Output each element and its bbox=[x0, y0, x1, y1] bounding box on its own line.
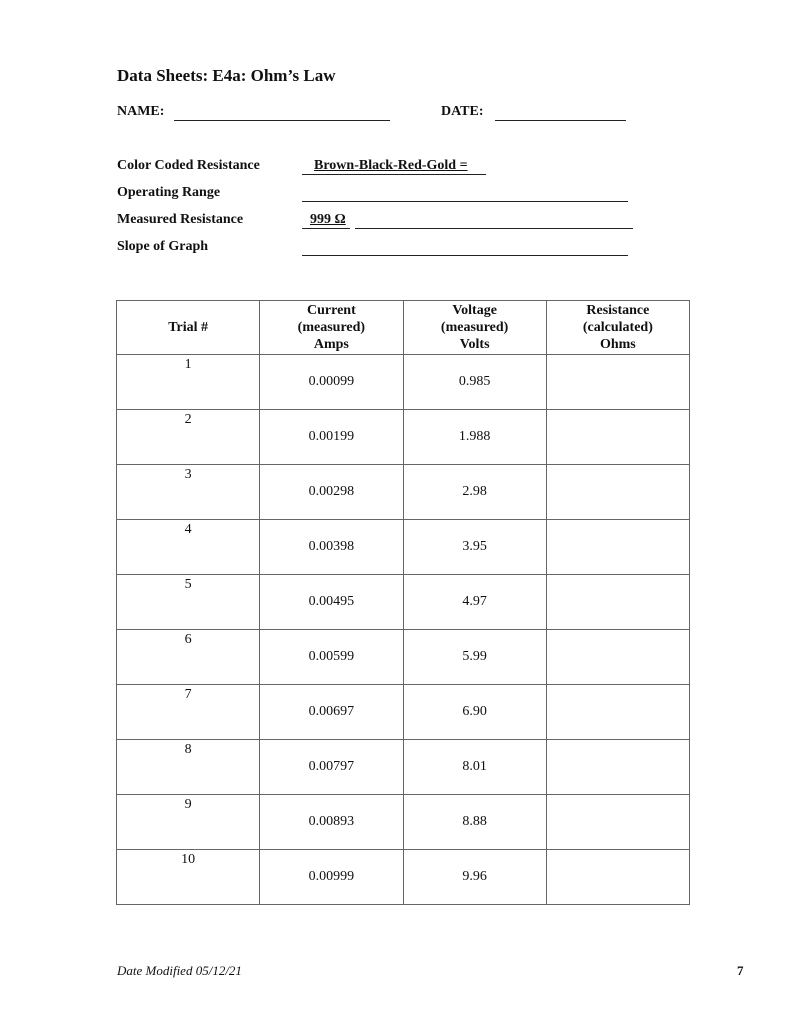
color-coded-resistance-label: Color Coded Resistance bbox=[117, 158, 260, 173]
slope-of-graph-label: Slope of Graph bbox=[117, 239, 209, 254]
measured-resistance-value: 999 Ω bbox=[310, 212, 346, 227]
table-row bbox=[117, 795, 690, 850]
resistance-cell[interactable] bbox=[546, 465, 689, 520]
resistance-header-line2: (calculated) bbox=[582, 320, 653, 335]
current-cell: 0.00495 bbox=[260, 575, 403, 630]
current-cell: 0.00398 bbox=[260, 520, 403, 575]
resistance-cell[interactable] bbox=[546, 850, 689, 905]
trial-cell: 6 bbox=[117, 630, 260, 685]
current-cell: 0.00298 bbox=[260, 465, 403, 520]
current-header bbox=[260, 301, 403, 355]
current-header-line1: Current bbox=[307, 303, 356, 318]
trial-cell: 5 bbox=[117, 575, 260, 630]
table-header-row bbox=[117, 301, 690, 355]
resistance-cell[interactable] bbox=[546, 740, 689, 795]
trial-cell: 7 bbox=[117, 685, 260, 740]
color-coded-resistance-line bbox=[302, 174, 486, 175]
table-row bbox=[117, 850, 690, 905]
voltage-cell: 9.96 bbox=[403, 850, 546, 905]
resistance-cell[interactable] bbox=[546, 575, 689, 630]
measured-resistance-line-b[interactable] bbox=[355, 228, 633, 229]
trial-cell: 4 bbox=[117, 520, 260, 575]
date-label: DATE: bbox=[441, 104, 484, 119]
table-row bbox=[117, 410, 690, 465]
resistance-header bbox=[546, 301, 689, 355]
table-row bbox=[117, 520, 690, 575]
resistance-cell[interactable] bbox=[546, 630, 689, 685]
page-number: 7 bbox=[737, 963, 744, 978]
current-cell: 0.00893 bbox=[260, 795, 403, 850]
trial-cell: 10 bbox=[117, 850, 260, 905]
voltage-cell: 3.95 bbox=[403, 520, 546, 575]
resistance-cell[interactable] bbox=[546, 795, 689, 850]
table-row bbox=[117, 685, 690, 740]
resistance-header-line1: Resistance bbox=[586, 303, 650, 318]
table-row bbox=[117, 740, 690, 795]
voltage-cell: 6.90 bbox=[403, 685, 546, 740]
operating-range-line[interactable] bbox=[302, 201, 628, 202]
trial-cell: 8 bbox=[117, 740, 260, 795]
table-row bbox=[117, 575, 690, 630]
table-row bbox=[117, 465, 690, 520]
voltage-header-line2: (measured) bbox=[440, 320, 509, 335]
voltage-header-line3: Volts bbox=[459, 337, 490, 352]
current-cell: 0.00797 bbox=[260, 740, 403, 795]
table-row bbox=[117, 355, 690, 410]
trial-cell: 9 bbox=[117, 795, 260, 850]
table-row bbox=[117, 630, 690, 685]
name-label: NAME: bbox=[117, 104, 165, 119]
current-header-line3: Amps bbox=[313, 337, 349, 352]
current-cell: 0.00999 bbox=[260, 850, 403, 905]
current-cell: 0.00099 bbox=[260, 355, 403, 410]
slope-of-graph-line[interactable] bbox=[302, 255, 628, 256]
resistance-cell[interactable] bbox=[546, 355, 689, 410]
measured-resistance-line-a bbox=[302, 228, 350, 229]
voltage-cell: 1.988 bbox=[403, 410, 546, 465]
resistance-cell[interactable] bbox=[546, 520, 689, 575]
voltage-cell: 8.01 bbox=[403, 740, 546, 795]
current-cell: 0.00599 bbox=[260, 630, 403, 685]
voltage-cell: 5.99 bbox=[403, 630, 546, 685]
trial-cell: 2 bbox=[117, 410, 260, 465]
date-field-line[interactable] bbox=[495, 120, 626, 121]
data-table bbox=[116, 300, 690, 905]
current-cell: 0.00697 bbox=[260, 685, 403, 740]
voltage-header bbox=[403, 301, 546, 355]
operating-range-label: Operating Range bbox=[117, 185, 221, 200]
trial-header-label: Trial # bbox=[168, 320, 209, 335]
measured-resistance-label: Measured Resistance bbox=[117, 212, 244, 227]
voltage-cell: 2.98 bbox=[403, 465, 546, 520]
voltage-cell: 8.88 bbox=[403, 795, 546, 850]
trial-header bbox=[117, 301, 260, 355]
trial-cell: 3 bbox=[117, 465, 260, 520]
resistance-header-line3: Ohms bbox=[599, 337, 636, 352]
color-coded-resistance-value: Brown-Black-Red-Gold = bbox=[314, 158, 468, 173]
page-title: Data Sheets: E4a: Ohm’s Law bbox=[117, 66, 336, 85]
trial-cell: 1 bbox=[117, 355, 260, 410]
voltage-header-line1: Voltage bbox=[452, 303, 497, 318]
voltage-cell: 0.985 bbox=[403, 355, 546, 410]
voltage-cell: 4.97 bbox=[403, 575, 546, 630]
resistance-cell[interactable] bbox=[546, 685, 689, 740]
current-cell: 0.00199 bbox=[260, 410, 403, 465]
date-modified: Date Modified 05/12/21 bbox=[117, 963, 242, 978]
current-header-line2: (measured) bbox=[297, 320, 366, 335]
name-field-line[interactable] bbox=[174, 120, 390, 121]
resistance-cell[interactable] bbox=[546, 410, 689, 465]
